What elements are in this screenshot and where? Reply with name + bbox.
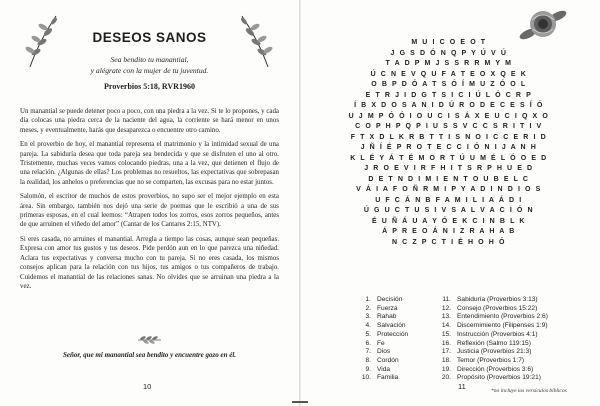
grid-row: É U Ñ Á U A Y Ó E K C I N B L K: [371, 217, 527, 225]
epigraph-line-1: Sea bendito tu manantial,: [110, 55, 189, 64]
grid-row: T A D P M J S S R R M Y M: [385, 60, 513, 67]
grid-row: Ú G U C T U S I V S A L V A C I Ó N: [363, 207, 535, 214]
grid-row: J R O E V I R F H I T S R P H U E D: [364, 165, 534, 172]
paragraph-4: Si eres casada, no arruines el manantial. Arregla a tiempo las cosas, aunque sean pequeñas. Expresa con amor tus gustos y tus deseos. Pide perdón aun en lo que parezca una niñedad. Aclara tus expectativas y conversa mucho con tu pareja. Si no eres casada, los mismos consejos aplican para la relación con tus hijos, tus amigos o tus compañeros de trabajo. Cuidemos el manantial de las relaciones sanas. No olvides que se arruinan una piedra a la vez.: [20, 235, 279, 290]
grid-row: C O P H P Q P I U S S V C C S R I T I V: [355, 123, 543, 130]
list-item: 4. Salvación: [365, 322, 406, 330]
list-item: 14. Discernimiento (Filipenses 1:9): [441, 322, 548, 330]
right-page: [301, 0, 600, 406]
list-item: 11. Sabiduría (Proverbios 3:13): [442, 296, 538, 303]
paragraph-3: Salomón, el escritor de muchos de estos proverbios, no supo ser el mejor ejemplo en esta área. Sin embargo, también nos dejó una serie de poemas que le escribió a una de sus primeras esposas, en el cual leemos: “Atrapen todos los zorros, esos zorros pequeños, antes de que arruinen el viñedo del amor” (Cantar de los Cantares 2:15, NTV).: [20, 193, 279, 229]
list-item: 16. Reflexión (Salmo 119:15): [441, 339, 531, 347]
page-number-left: 10: [143, 382, 152, 391]
list-item: 8. Cordón: [365, 356, 399, 364]
grid-row: M U I C O E O T: [411, 39, 487, 46]
grid-row: J G S D Ó N Q P Y Ú V Ú: [390, 49, 508, 57]
grid-row: N C Z P C T I É H O H Ó: [391, 238, 507, 246]
paragraph-2: En el proverbio de hoy, el manantial representa el matrimonio y la intimidad sexual de una pareja. La sabiduría desea que toda pareja sea bendecida y que se disfruten el uno al otro. Tristemente, muchas veces vamos colocando piedras, una a la vez, que detienen el flujo de una relación. ¿Algunas de ellas? Los problemas no resueltos, las expectativas que sobrepasan la realidad, los anhelos o preferencias que no se comparten, las excusas para no estar juntos.: [20, 141, 279, 186]
page-number-right: 11: [458, 382, 466, 391]
list-item: 18. Temor (Proverbios 1:7): [441, 356, 525, 364]
word-list-right: [435, 296, 548, 383]
grid-row: U J M P Ó Ó I O U C I S Á X E U C I Q X O: [348, 112, 550, 120]
grid-row: E T R J I D G T S I C I Ú L Ó C R P: [365, 91, 533, 99]
closing-prayer: Señor, que mi manantial sea bendito y encuentre gozo en él.: [62, 351, 237, 359]
grid-row: K L É Y Á T É M O R T Ú U M É L Ó O E D: [350, 154, 548, 162]
list-item: 2. Fuerza: [365, 304, 398, 312]
leaf-divider-icon: [0, 334, 299, 346]
list-item: 15. Instrucción (Proverbios 4:1): [441, 330, 538, 338]
list-item: 13. Entendimiento (Proverbios 2:6): [441, 313, 548, 321]
grid-row: Á P R E O Á N I Z R A H A B: [382, 228, 516, 235]
list-item: 20. Propósito (Proverbios 19:21): [441, 374, 541, 382]
list-item: 10. Familia: [361, 374, 399, 382]
scripture-reference: Proverbios 5:18, RVR1960: [104, 82, 195, 91]
word-list-left: [355, 296, 408, 383]
grid-row: V Á I A F O Ñ R M I P Y A D I N D I O S: [356, 186, 542, 193]
list-item: 7. Dios: [365, 348, 391, 356]
grid-row: F T X D L K R B T T I S N O I C C E R I D: [350, 133, 548, 141]
list-item: 17. Justicia (Proverbios 21:3): [441, 348, 532, 356]
grid-row: Í B X D O S A N I D Ú R O D E C E S Í Ó: [354, 102, 544, 109]
list-item: 9. Vida: [365, 365, 391, 373]
list-item: 5. Protección: [365, 330, 409, 338]
list-item: 3. Rahab: [365, 313, 397, 321]
grid-row: D E T N D I M I E N T O U B E L C: [368, 175, 530, 183]
word-search-grid: [339, 38, 559, 248]
list-item: 1. Decisión: [365, 296, 403, 303]
grid-row: U F C Á N B F A M I L I A Á D I: [375, 196, 523, 204]
footnote: *no incluye los versículos bíblicos: [491, 388, 567, 394]
grid-row: J Ñ Í É P R O T E C C I Ó N I J A N H: [360, 144, 538, 151]
epigraph-line-2: y alégrate con la mujer de tu juventud.: [90, 66, 209, 75]
list-item: 12. Consejo (Proverbios 15:22): [441, 304, 538, 312]
grid-row: O B P D Ó A T S Ó Í M U Z Ó O L: [371, 81, 527, 88]
devotional-body: [20, 107, 279, 296]
list-item: 6. Fe: [365, 339, 385, 347]
page-title: DESEOS SANOS: [92, 30, 207, 45]
paragraph-1: Un manantial se puede detener poco a poco, con una piedra a la vez. Si te lo propones, y cada día colocas una piedra cerca de la naciente del agua, la corriente se hará menor en unos meses, y eventualmente, harás que desaparezca o encuentre otro camino.: [20, 108, 279, 134]
grid-row: Ú C N E V Q U F A T E O X Q E K: [370, 70, 528, 78]
scroll-indicator[interactable]: [292, 401, 308, 403]
list-item: 19. Dirección (Proverbios 3:6): [441, 365, 534, 373]
left-page: [0, 0, 299, 406]
